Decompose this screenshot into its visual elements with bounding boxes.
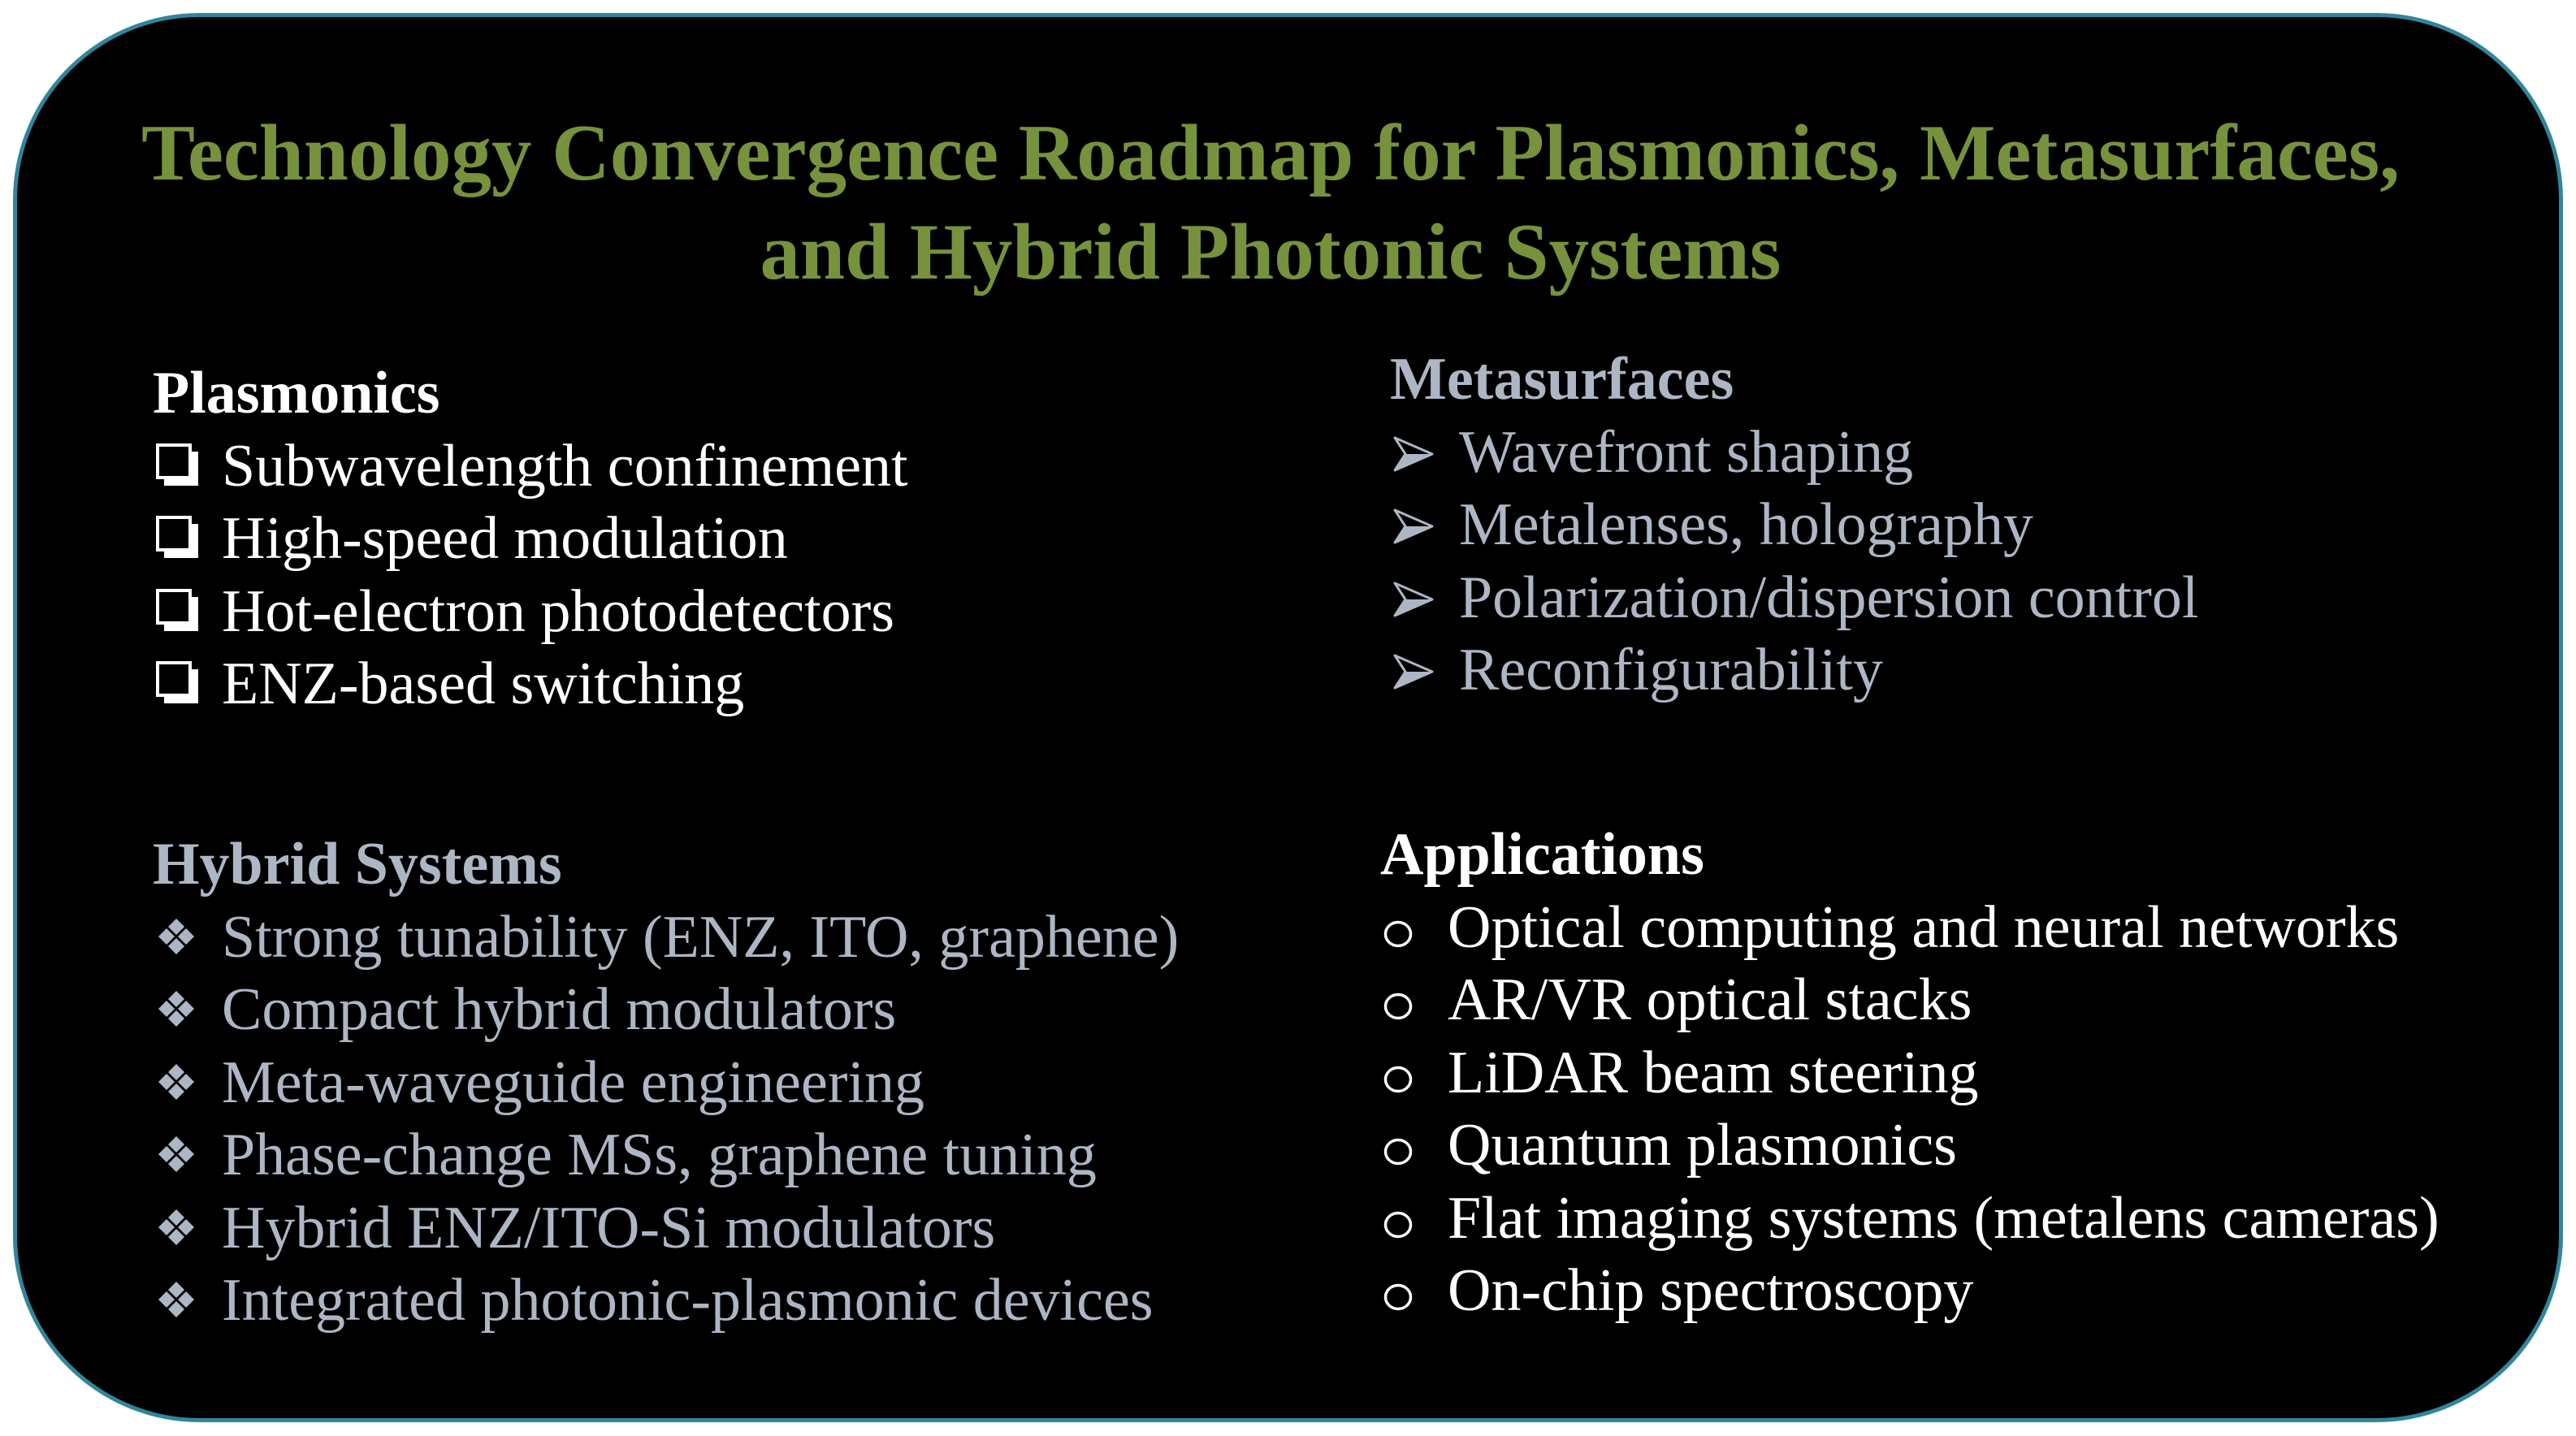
item-text: Metalenses, holography — [1459, 491, 2033, 558]
list-item — [1380, 892, 2440, 965]
section-heading-applications: Applications — [1380, 821, 1704, 888]
list-item — [153, 1192, 1179, 1265]
page-title: Technology Convergence Roadmap for Plasmonics, Metasurfaces, and Hybrid Photonic Systems — [141, 109, 2400, 296]
list-item — [1390, 417, 2198, 490]
item-text: AR/VR optical stacks — [1448, 967, 1972, 1033]
list-item — [1380, 1255, 2440, 1328]
item-text: Polarization/dispersion control — [1459, 564, 2199, 631]
applications-list — [1380, 892, 2440, 1328]
item-text: Compact hybrid modulators — [222, 976, 897, 1043]
item-text: Wavefront shaping — [1459, 418, 1914, 486]
four-diamonds-icon — [156, 988, 197, 1029]
list-item — [153, 1047, 1179, 1120]
four-diamonds-icon — [156, 1062, 197, 1102]
item-text: Integrated photonic-plasmonic devices — [222, 1267, 1154, 1334]
item-text: Hot-electron photodetectors — [222, 577, 895, 645]
hollow-circle-icon — [1383, 920, 1413, 948]
3d-arrowhead-icon — [1393, 508, 1434, 544]
shadowed-square-icon — [156, 661, 198, 703]
shadowed-square-icon — [156, 589, 198, 631]
section-plasmonics — [153, 357, 908, 721]
shadowed-square-icon — [156, 516, 198, 558]
item-text: ENZ-based switching — [222, 651, 745, 717]
item-text: Quantum plasmonics — [1448, 1112, 1957, 1179]
section-metasurfaces — [1390, 344, 2198, 707]
hybrid-systems-list — [153, 902, 1179, 1338]
list-item — [1380, 1037, 2440, 1110]
item-text: Optical computing and neural networks — [1448, 893, 2400, 961]
item-text: High-speed modulation — [222, 505, 788, 572]
section-heading-plasmonics: Plasmonics — [153, 360, 440, 426]
list-item — [1380, 1183, 2440, 1256]
four-diamonds-icon — [156, 1134, 197, 1174]
list-item — [153, 430, 908, 504]
section-applications — [1380, 819, 2440, 1328]
list-item — [153, 648, 908, 721]
hollow-circle-icon — [1383, 1283, 1413, 1311]
list-item — [153, 902, 1179, 975]
item-text: LiDAR beam steering — [1448, 1039, 1979, 1106]
shadowed-square-icon — [156, 443, 198, 486]
section-heading-hybrid-systems: Hybrid Systems — [153, 831, 562, 898]
four-diamonds-icon — [156, 1207, 197, 1248]
item-text: Reconfigurability — [1459, 637, 1883, 703]
item-text: Phase-change MSs, graphene tuning — [222, 1122, 1097, 1188]
item-text: Hybrid ENZ/ITO-Si modulators — [222, 1194, 996, 1261]
hollow-circle-icon — [1383, 1066, 1413, 1093]
metasurfaces-list — [1390, 417, 2198, 707]
four-diamonds-icon — [156, 1279, 197, 1320]
hollow-circle-icon — [1383, 1138, 1413, 1166]
item-text: Meta-waveguide engineering — [222, 1049, 925, 1116]
3d-arrowhead-icon — [1393, 582, 1434, 617]
list-item — [153, 503, 908, 576]
3d-arrowhead-icon — [1393, 654, 1434, 690]
item-text: Flat imaging systems (metalens cameras) — [1448, 1184, 2440, 1252]
section-hybrid-systems — [153, 828, 1179, 1338]
hollow-circle-icon — [1383, 1211, 1413, 1239]
hollow-circle-icon — [1383, 993, 1413, 1020]
list-item — [153, 1265, 1179, 1338]
list-item — [153, 576, 908, 649]
list-item — [153, 974, 1179, 1047]
list-item — [1390, 489, 2198, 562]
list-item — [1390, 562, 2198, 635]
roadmap-panel — [13, 13, 2563, 1422]
3d-arrowhead-icon — [1393, 436, 1434, 472]
four-diamonds-icon — [156, 916, 197, 957]
item-text: On-chip spectroscopy — [1448, 1257, 1974, 1324]
section-heading-metasurfaces: Metasurfaces — [1390, 346, 1734, 413]
list-item — [1380, 1109, 2440, 1183]
plasmonics-list — [153, 430, 908, 721]
item-text: Strong tunability (ENZ, ITO, graphene) — [222, 903, 1180, 971]
item-text: Subwavelength confinement — [222, 432, 908, 500]
list-item — [153, 1119, 1179, 1192]
list-item — [1390, 634, 2198, 707]
list-item — [1380, 964, 2440, 1037]
